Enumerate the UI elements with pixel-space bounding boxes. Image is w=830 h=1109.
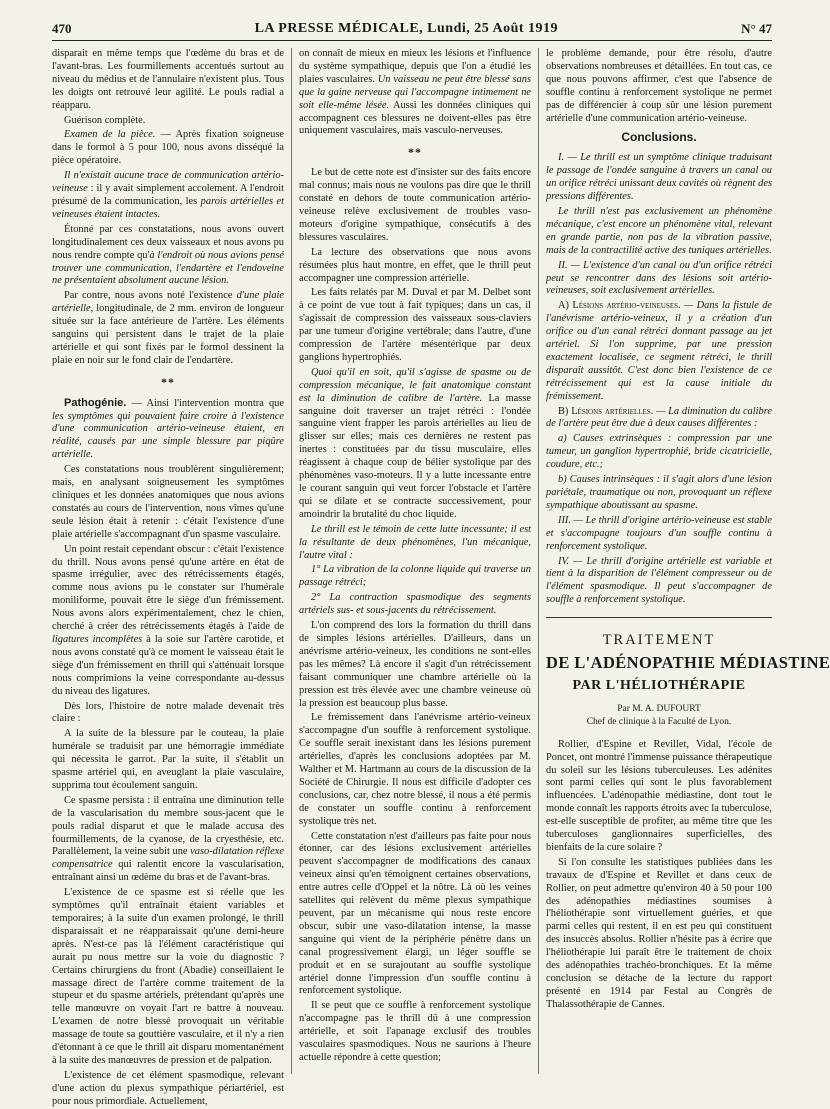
paragraph: Les faits relatés par M. Duval et par M. Delbet sont à ce point de vue tout à fait typiques; dans un cas, il s'agissait de compression des vaisseaux sous-claviers par une tumeur d'origine vertébrale; dans l'autre, d'une compression de l'artère mésentérique par deux ganglions hypertrophiés. (299, 287, 531, 363)
emphasis-text: parois artérielles et veineuses étaient intactes. (52, 195, 285, 220)
paragraph-text: Ce spasme persista : il entraîna une diminution telle de la vascularisation du membre sous-jacent que le pouls radial disparut et que le malade accusa des fourmillements, de la cyanose, de la cryesthésie, etc. Parallèlement, la veine subit une (52, 794, 284, 858)
paragraph-text: Un point restait cependant obscur : c'était l'existence du thrill. Nous avons pensé qu'une artère en état de spasme irrégulier, avec des rétrécissements étagés, comme nous avions pu le constater sur l'humérale moniliforme, pouvait être le siège d'un frémissement. Nous avons alors expérimentalement, chez le chien, cherché à créer des rétrécissements étagés à l'aide de (52, 543, 284, 633)
article-kicker: TRAITEMENT (602, 632, 716, 649)
paragraph-text: Par contre, nous avons noté l'existence (64, 290, 237, 302)
paragraph-text: , longitudinale, de 2 mm. environ de longueur située sur la face antérieure de l'artère. Les éléments sanguins qui persistent dans le trajet de la plaie artérielle et qui sont fixés par le formol dessinent la plaie en noir sur le fond clair de l'endartère. (52, 303, 284, 366)
conclusion-subitem: a) Causes extrinsèques : compression par une tumeur, un ganglion hypertrophié, bride cicatricielle, coudure, etc.; (546, 433, 772, 471)
paragraph-text: — Après fixation soigneuse dans le formol à 5 pour 100, nous avons disséqué la pièce opératoire. (52, 129, 284, 167)
conclusion-item: II. — L'existence d'un canal ou d'un orifice rétréci peut se rencontrer dans des lésions soit artério-veineuses, soit exclusivement artérielles. (546, 259, 772, 297)
paragraph: le problème demande, pour être résolu, d'autre observations nombreuses et détaillées. En tout cas, ce que nous pouvons affirmer, c'est que l'absence de souffle continu à renforcement systolique ne permet pas de différencier à coup sûr une lésion purement artérielle d'une communication artério-veineuse. (546, 48, 772, 124)
paragraph: Dès lors, l'histoire de notre malade devenait très claire : (52, 700, 284, 725)
paragraph: Ces constatations nous troublèrent singulièrement; mais, en analysant soigneusement les symptômes cliniques et les données anatomiques que nous avions constatés au cours de l'intervention, nous vîmes qu'une seule lésion était à retenir : c'était l'existence d'une plaie artérielle s'accompagnant d'un spasme vasculaire. (52, 464, 284, 540)
article-title: DE L'ADÉNOPATHIE MÉDIASTINE (546, 653, 830, 673)
paragraph: disparait en même temps que l'œdème du bras et de l'avant-bras. Les fourmillements accentués surtout au niveau du médius et de l'annulaire n'existent plus. Tous les doigts ont retrouvé leur agilité. Le pouls radial a réapparu. (52, 48, 284, 111)
conclusion-item: IV. — Le thrill d'origine artérielle est variable et tient à la disparition de l'élément compresseur ou de l'élément spasmodique. Il peut s'accompagner de souffle à renforcement systolique. (546, 555, 772, 606)
paragraph-text: : il y avait simplement accolement. A l'endroit présumé de la communication, les (52, 183, 284, 207)
paragraph: A la suite de la blessure par le couteau, la plaie humérale se traduisit par une hémorragie immédiate qui nécessita le garrot. Par la suite, il s'établit un spasme artériel qui, en aveuglant la plaie vasculaire, supprima tout écoulement sanguin. (52, 728, 284, 791)
paragraph: La lecture des observations que nous avons résumées plus haut montre, en effet, que le thrill peut accompagner une compression artérielle. (299, 246, 531, 284)
paragraph: Guérison complète. (64, 114, 146, 126)
paragraph: Le but de cette note est d'insister sur des faits encore mal connus; mais nous ne voulons pas dire que le thrill constaté en dehors de toute communication artério-veineuse relève exclusivement de troubles vaso-moteurs d'origine sympathique, consécutifs à des blessures vasculaires. (299, 167, 531, 243)
emphasis-text: Un vaisseau ne peut être blessé sans que la gaine nerveuse qui l'accompagne intimement ne soit elle-même lésée. (299, 73, 531, 111)
paragraph (52, 129, 284, 168)
emphasis-text: les symptômes qui pouvaient faire croire à l'existence d'une communication artério-veineuse étaient, en réalité, causés par une simple blessure par piqûre artérielle. (52, 410, 284, 461)
emphasis-text: Quoi qu'il en soit, qu'il s'agisse de spasme ou de compression mécanique, le fait anatomique constant est la diminution de calibre de l'artère. (299, 366, 531, 404)
article-subtitle: PAR L'HÉLIOTHÉRAPIE (572, 677, 746, 693)
paragraph-text: on connaît de mieux en mieux les lésions et l'influence du système sympathique, depuis que l'on a étudié les plaies vasculaires. (299, 48, 531, 85)
emphasis-text: ligatures incomplètes (52, 633, 143, 645)
paragraph: Le frémissement dans l'anévrisme artério-veineux s'accompagne d'un souffle à renforcement systolique. Ce souffle serait inexistant dans les lésions purement artérielles, d'après les conclusions adoptées par M. Walther et M. Hartmann au cours de la discussion de la Société de Chirurgie. Il nous est difficile d'adopter ces conclusions, car, chez notre blessé, il nous a été permis de constater un souffle continu à renforcement systolique très net. (299, 712, 531, 827)
issue-number: N° 47 (741, 21, 772, 36)
paragraph: Rollier, d'Espine et Revillet, Vidal, l'école de Poncet, ont montré l'immense puissance thérapeutique du soleil sur les lésions tuberculeuses. Les adénites sont parmi celles qui sont le plus favorablement influencées. L'adénopathie médiastine, dont tout le monde connaît les rapports étroits avec la tuberculose, est-elle susceptible de profiter, au même titre que les tuberculoses ganglionnaires superficielles, des bienfaits de la cure solaire ? (546, 738, 772, 853)
conclusion-label: A) Lésions artério-veineuses. (558, 300, 681, 312)
paragraph: Le thrill est le témoin de cette lutte incessante; il est la résultante de deux phénomènes, l'un mécanique, l'autre vital : (299, 523, 531, 561)
article-columns (52, 48, 830, 1107)
section-separator-stars: ** (408, 145, 422, 160)
conclusions-heading: Conclusions. (621, 130, 697, 145)
column-right (539, 48, 830, 1074)
paragraph: L'existence de cet élément spasmodique, relevant d'une action du plexus sympathique périartériel, est pour nous primordiale. Actuellement, (52, 1069, 284, 1107)
paragraph-text: Aussi les données cliniques qui accompagnent ces blessures ne doivent-elles pas être uniquement vasculaires, mais vasculo-nerveuses. (299, 99, 531, 137)
paragraph (52, 290, 284, 367)
paragraph (299, 48, 531, 138)
paragraph (299, 367, 531, 522)
paragraph: L'existence de ce spasme est si réelle que les symptômes qu'il entraînait étaient variables et temporaires; à la suite d'un examen prolongé, le thrill disparaissait et ne réapparaissait qu'une demi-heure après. N'est-ce pas là l'élément caractéristique qui aurait pu nous mettre sur la voie du diagnostic ? Certains chirurgiens du front (Abadie) conseillaient le massage direct de l'artère comme traitement de la stupeur et du spasme artériels, prétendant qu'après une telle manœuvre on voyait l'art re battre à nouveau. L'examen de notre blessé provoquait un véritable massage de toute sa gouttière vasculaire, et il n'y a rien d'étonnant à ce que le thrill ait disparu momentanément à la suite des manœuvres de pression et de palpation. (52, 887, 284, 1066)
emphasis-text: Il n'existait aucune trace de communication artério-veineuse (52, 170, 284, 195)
paragraph-text: à la soie sur l'artère carotide, et nous avons constaté qu'à ce moment le vaisseau était le siège d'un frémissement en thrill qui s'atténuait lorsque nous comprimions la veine correspondante au-dessus du niveau des ligatures. (52, 633, 284, 697)
paragraph: 2° La contraction spasmodique des segments artériels sus- et sous-jacents du rétrécissement. (299, 592, 531, 617)
emphasis-text: vaso-dilatation réflexe compensatrice (52, 846, 285, 871)
conclusion-item (546, 406, 772, 432)
page-number: 470 (52, 21, 72, 36)
column-middle (292, 48, 539, 1074)
paragraph (52, 170, 284, 222)
paragraph (52, 224, 284, 289)
paragraph: Il se peut que ce souffle à renforcement systolique n'accompagne pas le thrill dû à une compression artérielle, et soit l'apanage exclusif des troubles vasculaires spasmodiques. Nous ne saurions à l'heure actuelle répondre à cette question; (299, 1000, 531, 1063)
conclusion-label: B) Lésions artérielles. (558, 405, 654, 417)
subheading-examen: Examen de la pièce. (64, 129, 156, 141)
subheading-pathogenie: Pathogénie. (64, 396, 127, 409)
divider-rule (546, 617, 772, 618)
column-left (52, 48, 292, 1107)
conclusion-subitem: b) Causes intrinsèques : il s'agit alors d'une lésion pariétale, traumatique ou non, provoquant un réflexe sympathique aboutissant au spasme. (546, 474, 772, 511)
article-byline: Par M. A. DUFOURT (617, 703, 701, 714)
paragraph: L'on comprend des lors la formation du thrill dans de simples lésions artérielles. D'ailleurs, dans un anévrisme artério-veineux, les conditions ne sont-elles pas les mêmes? Là encore il s'agit d'un rétrécissement faisant communiquer une chambre artérielle où la pression est très élevée avec une chambre veineuse où la pression est beaucoup plus basse. (299, 620, 531, 709)
conclusion-item: III. — Le thrill d'origine artério-veineuse est stable et s'accompagne toujours d'un souffle continu à renforcement systolique. (546, 514, 772, 552)
emphasis-text: d'une plaie artérielle (52, 290, 285, 315)
paragraph: Cette constatation n'est d'ailleurs pas faite pour nous étonner, car des lésions exclusivement artérielles peuvent s'accompagner de modifications des canaux veineux ainsi qu'en témoignent certaines observations, entre autres celle d'Oppel et la nôtre. Là où les veines satellites qui relèvent du même plexus sympathique peuvent, par un mécanisme qui nous reste encore obscur, subir une vaso-dilatation intense, la masse sanguine qui vient de la périphérie pénètre dans un canal progressivement élargi, un léger souffle se produit et en se surajoutant au souffle systolique artériel donne l'impression d'un souffle continu à renforcement systolique. (299, 830, 531, 997)
paragraph-text: — Ainsi l'intervention montra que (126, 397, 284, 409)
emphasis-text: — Dans la fistule de l'anévrisme artério-veineux, il y a création d'un orifice ou d'un canal rétréci donnant passage au jet artériel. Si l'on supprime, par une pression exactement localisée, ce segment rétréci, le thrill disparaît aussitôt. C'est donc bien l'existence de ce rétrécissement qui est la cause initiale du frémissement. (546, 300, 773, 402)
paragraph: Si l'on consulte les statistiques publiées dans les travaux de d'Espine et Revillet et dans ceux de Rollier, on peut admettre qu'environ 40 à 50 pour 100 des adénopathies médiastines soumises à l'héliothérapie sont virtuellement guéries, et que parmi celles qui restent, il en est peu qui constituent des insuccès absolus. Rollier n'hésite pas à écrire que l'héliothérapie lui paraît être le traitement de choix des adénopathies trachéo-bronchiques. Et la même conclusion se détache de la lecture du rapport présenté en 1914 par Festal au Congrès de Thalassothérapie de Cannes. (546, 856, 772, 1010)
conclusion-item: I. — Le thrill est un symptôme clinique traduisant le passage de l'ondée sanguine à travers un canal ou un orifice rétréci unissant deux cavités où règnent des pressions différentes. (546, 152, 772, 203)
paragraph-text: Étonné par ces constatations, nous avons ouvert longitudinalement ces deux vaisseaux et nous avons pu nous rendre compte qu' (52, 223, 284, 261)
emphasis-text: — La diminution du calibre de l'artère peut être due à deux causes différentes : (546, 405, 772, 430)
masthead: LA PRESSE MÉDICALE, Lundi, 25 Août 1919 (254, 21, 559, 36)
page-header (52, 18, 772, 41)
paragraph (52, 795, 284, 885)
section-separator-stars: ** (161, 374, 175, 389)
paragraph (52, 544, 284, 699)
emphasis-text: à l'endroit où nous avions pensé trouver une communication, l'endartère et l'endoveine ne présentaient absolument aucune lésion. (52, 249, 284, 287)
paragraph-text: qui ralentit encore la vascularisation, entraînant ainsi un œdème du bras et de l'avant-bras. (52, 859, 284, 884)
conclusion-item (546, 300, 772, 403)
paragraph-text: La masse sanguine doit traverser un trajet rétréci : l'ondée sanguine vient frapper les parois artérielles au lieu de glisser sur elles; mais ces dernières ne restent pas inertes : constituées par du tissu musculaire, elles réagissent à chaque coup de bélier systolique par des phénomènes vaso-moteurs. Il y a lutte incessante entre le courant sanguin qui veut forcer l'obstacle et l'artère qui se dilate et se contracte successivement, pour amoindrir la brutalité du choc liquide. (299, 392, 531, 520)
paragraph: 1° La vibration de la colonne liquide qui traverse un passage rétréci; (299, 564, 531, 589)
conclusion-item: Le thrill n'est pas exclusivement un phénomène mécanique, c'est encore un phénomène vital, relevant en grande partie, non pas de la vibration passive, mais de la contractilité active des tuniques artérielles. (546, 205, 772, 256)
paragraph (52, 397, 284, 463)
author-affiliation: Chef de clinique à la Faculté de Lyon. (586, 716, 732, 727)
